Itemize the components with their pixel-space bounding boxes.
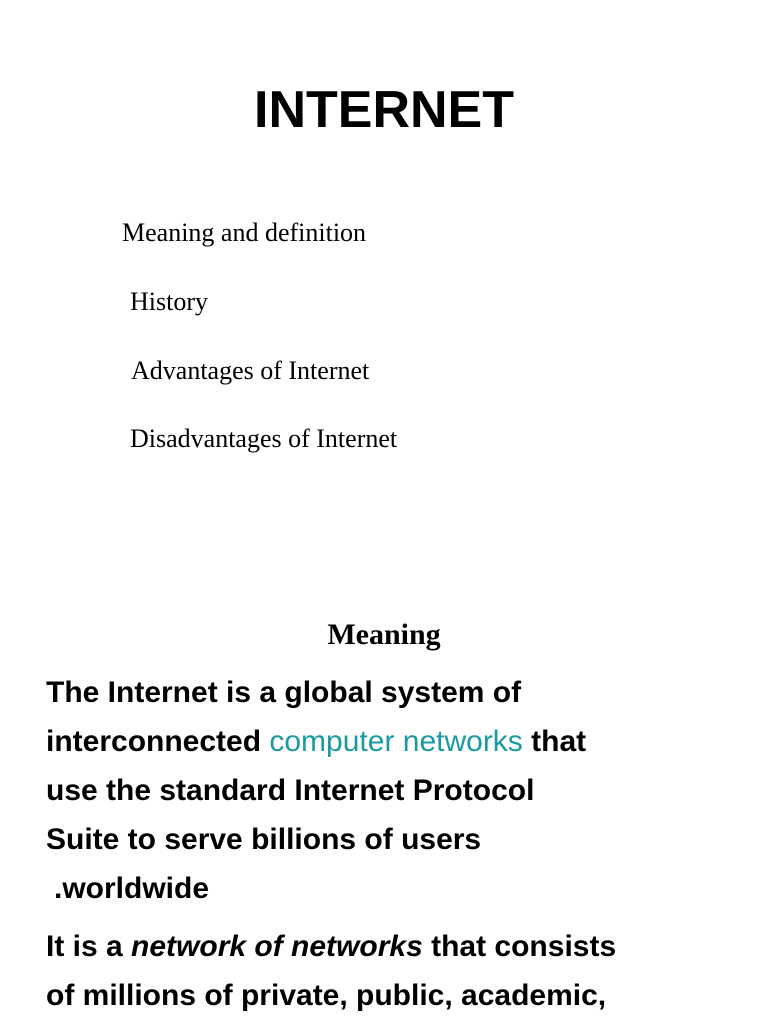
- emphasis-text: network of networks: [131, 930, 423, 963]
- paragraph-text: that consists: [422, 930, 617, 963]
- paragraph-line: The Internet is a global system of: [46, 676, 522, 709]
- paragraph-line: [46, 717, 746, 766]
- network-of-networks-paragraph: [46, 922, 746, 1020]
- paragraph-line: Suite to serve billions of users: [46, 823, 482, 856]
- topic-item-history: History: [130, 287, 208, 316]
- section-heading-meaning: Meaning: [327, 618, 441, 651]
- paragraph-text: that: [522, 725, 587, 758]
- paragraph-line: use the standard Internet Protocol: [46, 774, 535, 807]
- topic-item-meaning: Meaning and definition: [122, 218, 367, 247]
- paragraph-text: interconnected: [46, 725, 270, 758]
- paragraph-line: [46, 922, 746, 971]
- paragraph-text: It is a: [46, 930, 132, 963]
- topic-item-advantages: Advantages of Internet: [131, 356, 370, 385]
- page-title: INTERNET: [254, 81, 514, 139]
- topic-item-disadvantages: Disadvantages of Internet: [130, 424, 398, 453]
- definition-paragraph: [46, 668, 746, 913]
- computer-networks-link[interactable]: computer networks: [269, 725, 523, 758]
- paragraph-line: .worldwide: [54, 872, 210, 905]
- paragraph-line: of millions of private, public, academic,: [46, 979, 607, 1012]
